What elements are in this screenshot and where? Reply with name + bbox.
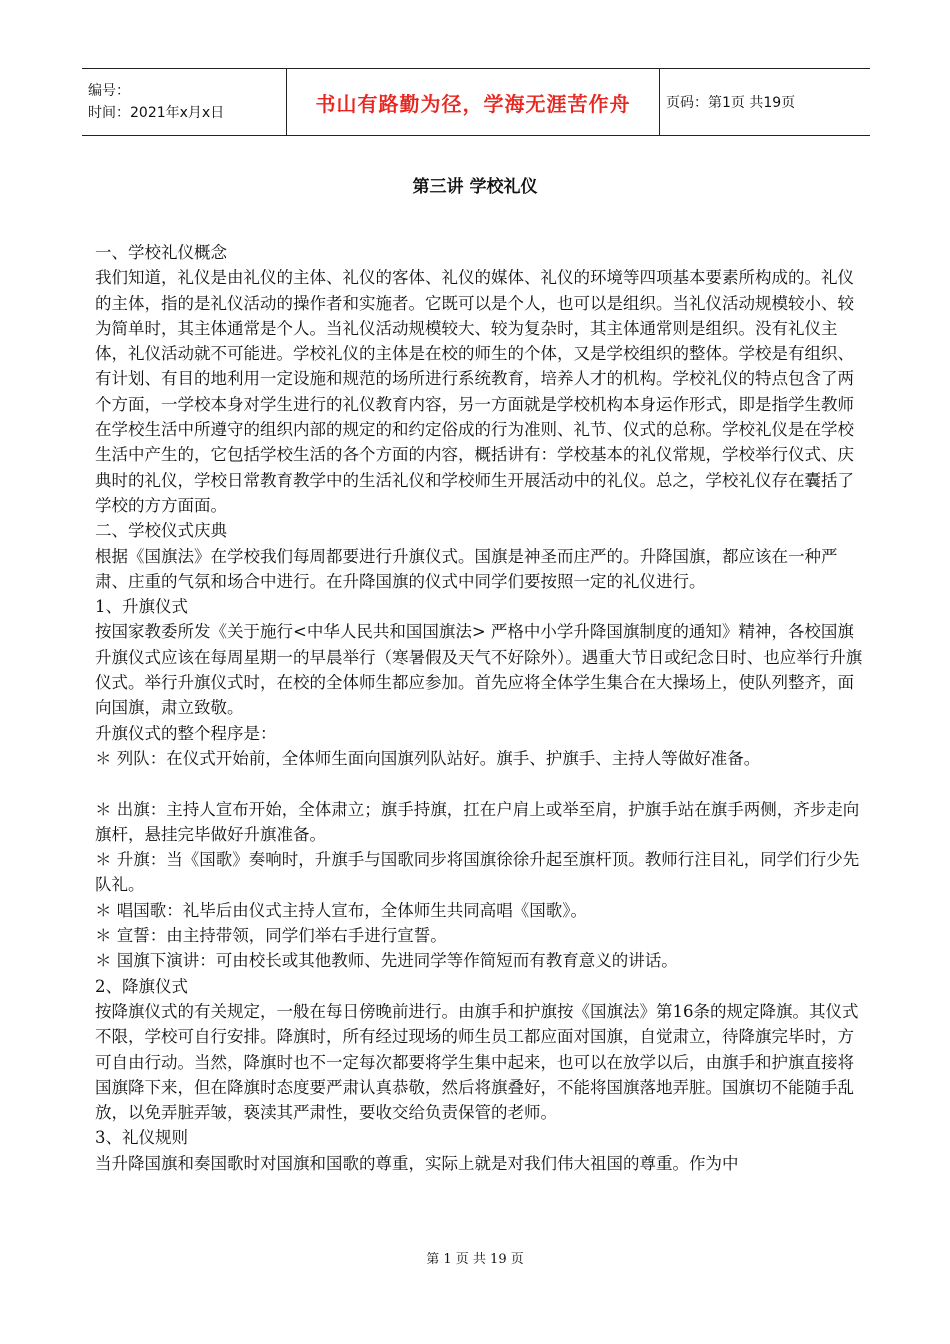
paragraph: 根据《国旗法》在学校我们每周都要进行升旗仪式。国旗是神圣而庄严的。升降国旗，都应该在一种严肃、庄重的气氛和场合中进行。在升降国旗的仪式中同学们要按照一定的礼仪进行。: [95, 546, 838, 591]
list-item: ＊ 宣誓：由主持带领，同学们举右手进行宣誓。: [95, 926, 447, 946]
section-heading: 二、学校仪式庆典: [95, 521, 227, 541]
subsection-heading: 1、升旗仪式: [95, 597, 188, 617]
list-item: ＊ 唱国歌：礼毕后由仪式主持人宣布，全体师生共同高唱《国歌》。: [95, 900, 587, 920]
page-title: 第三讲 学校礼仪: [412, 177, 538, 197]
page-footer: 第 1 页 共 19 页: [426, 1252, 524, 1267]
document-header: [82, 68, 870, 136]
blank-line: [95, 771, 863, 796]
section-heading: 一、学校礼仪概念: [95, 243, 227, 262]
paragraph: 升旗仪式的整个程序是：: [95, 723, 277, 743]
header-meta: [82, 69, 287, 136]
list-item: ＊ 国旗下演讲：可由校长或其他教师、先进同学等作简短而有教育意义的讲话。: [95, 951, 678, 971]
number-label: 编号：: [88, 83, 130, 99]
time-label: 时间：2021年x月x日: [88, 105, 225, 121]
header-motto: 书山有路勤为径，学海无涯苦作舟: [315, 91, 631, 116]
list-item: ＊ 列队：在仪式开始前，全体师生面向国旗列队站好。旗手、护旗手、主持人等做好准备。: [95, 748, 761, 768]
header-motto-cell: [287, 69, 660, 136]
paragraph: 按国家教委所发《关于施行<中华人民共和国国旗法> 严格中小学升降国旗制度的通知》精神，各校国旗升旗仪式应该在每周星期一的早晨举行（寒暑假及天气不好除外）。遇重大节日或纪念日时、也应举行升旗仪式。举行升旗仪式时，在校的全体师生都应参加。首先应将全体学生集合在大操场上，使队列整齐，面向国旗，肃立致敬。: [95, 622, 863, 718]
document-body: [95, 240, 863, 1176]
header-page-info: 页码：第1页 共19页: [660, 69, 871, 136]
subsection-heading: 2、降旗仪式: [95, 976, 188, 996]
list-item: ＊ 升旗：当《国歌》奏响时，升旗手与国歌同步将国旗徐徐升起至旗杆顶。教师行注目礼，同学们行少先队礼。: [95, 850, 860, 895]
list-item: ＊ 出旗：主持人宣布开始，全体肃立；旗手持旗，扛在户肩上或举至肩，护旗手站在旗手两侧，齐步走向旗杆，悬挂完毕做好升旗准备。: [95, 799, 860, 844]
paragraph: 按降旗仪式的有关规定，一般在每日傍晚前进行。由旗手和护旗按《国旗法》第16条的规定降旗。其仪式不限，学校可自行安排。降旗时，所有经过现场的师生员工都应面对国旗，自觉肃立，待降旗完毕时，方可自由行动。当然，降旗时也不一定每次都要将学生集中起来，也可以在放学以后，由旗手和护旗直接将国旗降下来，但在降旗时态度要严肃认真恭敬，然后将旗叠好，不能将国旗落地弄脏。国旗切不能随手乱放，以免弄脏弄皱，亵渎其严肃性，要收交给负责保管的老师。: [95, 1001, 859, 1123]
subsection-heading: 3、礼仪规则: [95, 1128, 188, 1148]
paragraph: 我们知道，礼仪是由礼仪的主体、礼仪的客体、礼仪的媒体、礼仪的环境等四项基本要素所构成的。礼仪的主体，指的是礼仪活动的操作者和实施者。它既可以是个人，也可以是组织。当礼仪活动规模较小、较为简单时，其主体通常是个人。当礼仪活动规模较大、较为复杂时，其主体通常则是组织。没有礼仪主体，礼仪活动就不可能进。学校礼仪的主体是在校的师生的个体，又是学校组织的整体。学校是有组织、有计划、有目的地利用一定设施和规范的场所进行系统教育，培养人才的机构。学校礼仪的特点包含了两个方面，一学校本身对学生进行的礼仪教育内容，另一方面就是学校机构本身运作形式，即是指学生教师在学校生活中所遵守的组织内部的规定的和约定俗成的行为准则、礼节、仪式的总称。学校礼仪是在学校生活中产生的，它包括学校生活的各个方面的内容，概括讲有：学校基本的礼仪常规，学校举行仪式、庆典时的礼仪，学校日常教育教学中的生活礼仪和学校师生开展活动中的礼仪。总之，学校礼仪存在囊括了学校的方方面面。: [95, 268, 854, 515]
paragraph: 当升降国旗和奏国歌时对国旗和国歌的尊重，实际上就是对我们伟大祖国的尊重。作为中: [95, 1153, 739, 1173]
